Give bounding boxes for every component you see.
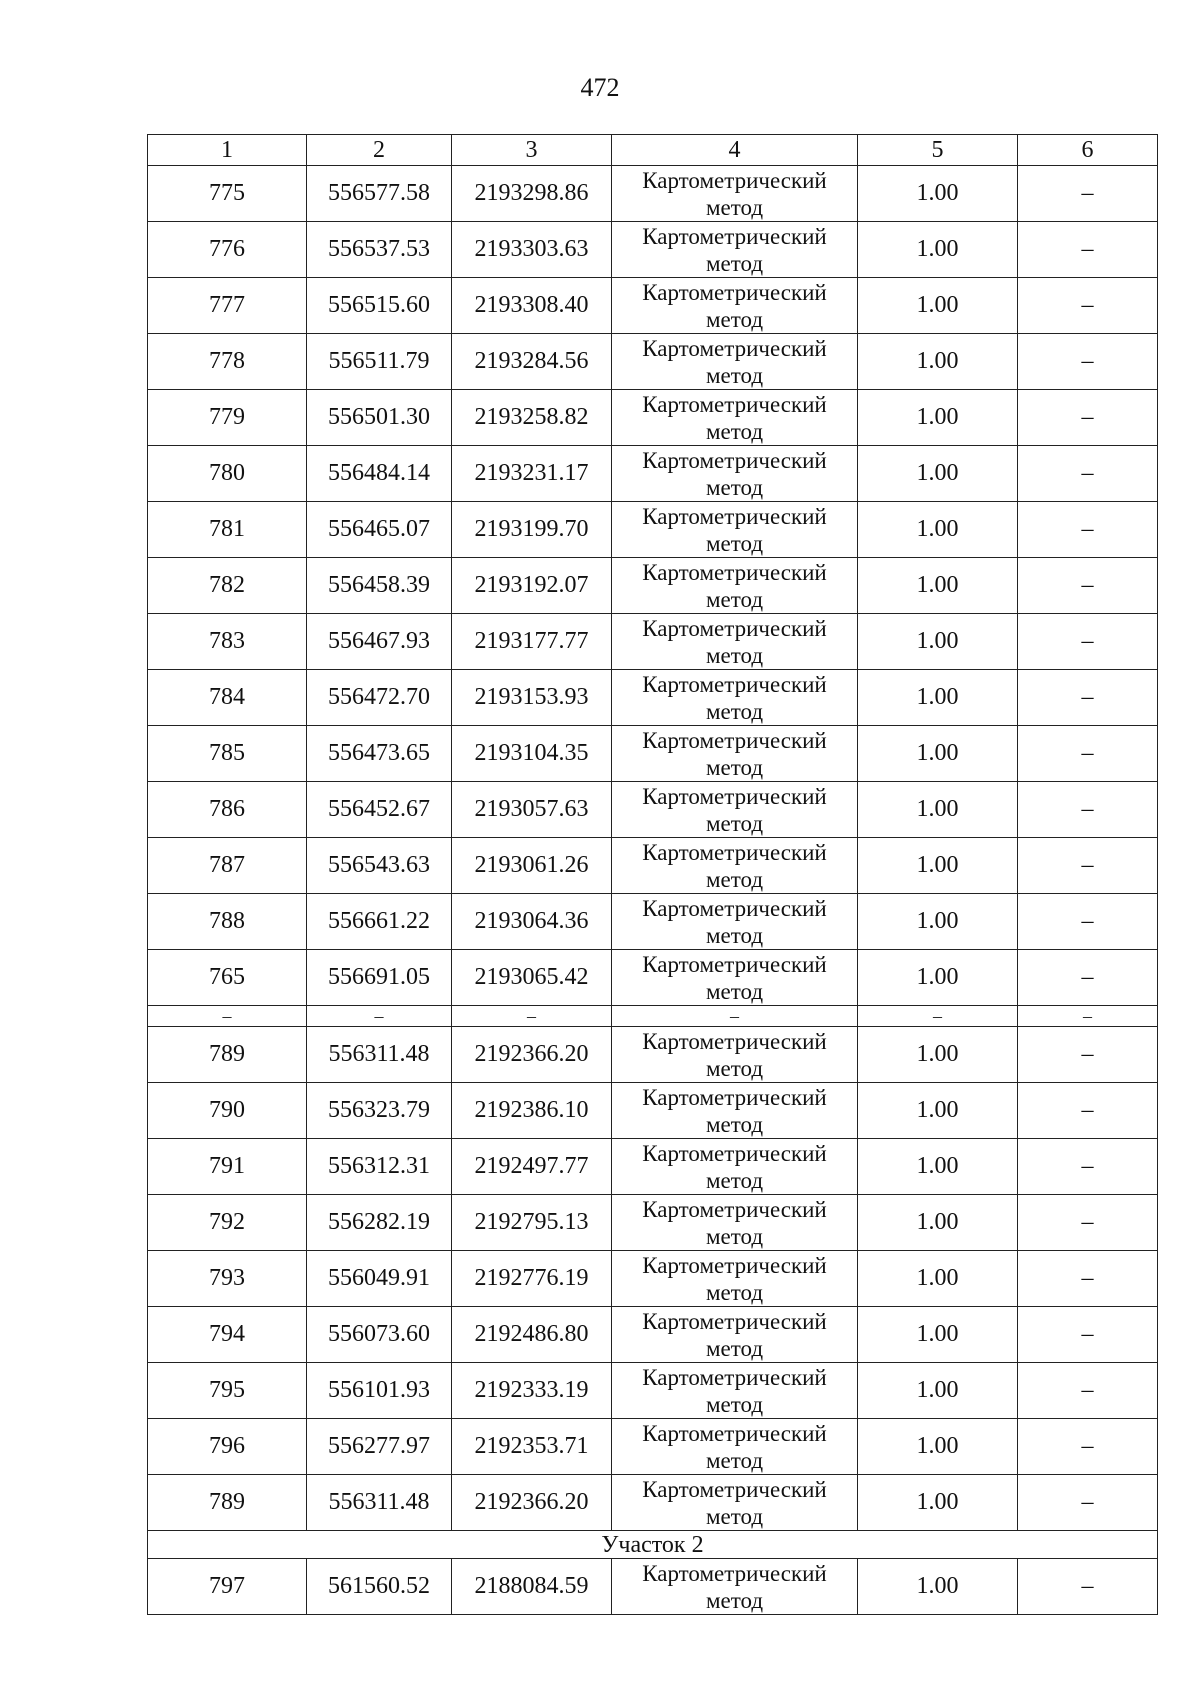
- table-row: [148, 1363, 1158, 1419]
- y-coordinate-cell: 2193104.35: [452, 726, 612, 782]
- accuracy-cell: 1.00: [858, 1027, 1018, 1083]
- point-number-cell: 795: [148, 1363, 307, 1419]
- table-row: [148, 1251, 1158, 1307]
- y-coordinate-cell: 2193065.42: [452, 950, 612, 1006]
- x-coordinate-cell: 556472.70: [307, 670, 452, 726]
- table-row: [148, 1307, 1158, 1363]
- accuracy-cell: 1.00: [858, 278, 1018, 334]
- y-coordinate-cell: 2193192.07: [452, 558, 612, 614]
- x-coordinate-cell: 556311.48: [307, 1475, 452, 1531]
- section-title-row: [148, 1531, 1158, 1559]
- column-header-5: 5: [858, 135, 1018, 166]
- method-cell: Картометрический метод: [612, 1559, 858, 1615]
- x-coordinate-cell: 556691.05: [307, 950, 452, 1006]
- point-number-cell: 784: [148, 670, 307, 726]
- table-row: [148, 166, 1158, 222]
- x-coordinate-cell: 556511.79: [307, 334, 452, 390]
- note-cell: –: [1018, 838, 1158, 894]
- accuracy-cell: 1.00: [858, 1083, 1018, 1139]
- y-coordinate-cell: 2192795.13: [452, 1195, 612, 1251]
- point-number-cell: 797: [148, 1559, 307, 1615]
- point-number-cell: 796: [148, 1419, 307, 1475]
- method-cell: Картометрический метод: [612, 1475, 858, 1531]
- note-cell: –: [1018, 670, 1158, 726]
- x-coordinate-cell: 556323.79: [307, 1083, 452, 1139]
- point-number-cell: 779: [148, 390, 307, 446]
- y-coordinate-cell: 2193177.77: [452, 614, 612, 670]
- method-cell: Картометрический метод: [612, 838, 858, 894]
- point-number-cell: 781: [148, 502, 307, 558]
- x-coordinate-cell: 556277.97: [307, 1419, 452, 1475]
- table-row: [148, 950, 1158, 1006]
- x-coordinate-cell: 561560.52: [307, 1559, 452, 1615]
- note-cell: –: [1018, 726, 1158, 782]
- point-number-cell: 778: [148, 334, 307, 390]
- y-coordinate-cell: 2193308.40: [452, 278, 612, 334]
- table-row: [148, 1027, 1158, 1083]
- method-cell: Картометрический метод: [612, 502, 858, 558]
- point-number-cell: 791: [148, 1139, 307, 1195]
- header-row: [148, 135, 1158, 166]
- method-cell: Картометрический метод: [612, 950, 858, 1006]
- y-coordinate-cell: 2193303.63: [452, 222, 612, 278]
- point-number-cell: 786: [148, 782, 307, 838]
- note-cell: –: [1018, 334, 1158, 390]
- point-number-cell: 789: [148, 1475, 307, 1531]
- note-cell: –: [1018, 1559, 1158, 1615]
- table-row: [148, 894, 1158, 950]
- point-number-cell: 794: [148, 1307, 307, 1363]
- accuracy-cell: 1.00: [858, 1139, 1018, 1195]
- x-coordinate-cell: 556484.14: [307, 446, 452, 502]
- accuracy-cell: 1.00: [858, 446, 1018, 502]
- point-number-cell: 790: [148, 1083, 307, 1139]
- y-coordinate-cell: 2192486.80: [452, 1307, 612, 1363]
- x-coordinate-cell: 556282.19: [307, 1195, 452, 1251]
- x-coordinate-cell: 556661.22: [307, 894, 452, 950]
- method-cell: Картометрический метод: [612, 1419, 858, 1475]
- table-row: [148, 1559, 1158, 1615]
- point-number-cell: 780: [148, 446, 307, 502]
- y-coordinate-cell: 2192333.19: [452, 1363, 612, 1419]
- accuracy-cell: 1.00: [858, 1419, 1018, 1475]
- y-coordinate-cell: 2192776.19: [452, 1251, 612, 1307]
- note-cell: –: [1018, 166, 1158, 222]
- accuracy-cell: 1.00: [858, 1475, 1018, 1531]
- x-coordinate-cell: 556473.65: [307, 726, 452, 782]
- separator-cell: –: [1018, 1006, 1158, 1027]
- table-row: [148, 838, 1158, 894]
- table-row: [148, 614, 1158, 670]
- separator-row: [148, 1006, 1158, 1027]
- column-header-1: 1: [148, 135, 307, 166]
- table-body: [148, 166, 1158, 1615]
- separator-cell: –: [148, 1006, 307, 1027]
- y-coordinate-cell: 2192497.77: [452, 1139, 612, 1195]
- table-row: [148, 334, 1158, 390]
- y-coordinate-cell: 2193064.36: [452, 894, 612, 950]
- page-number: 472: [580, 73, 620, 102]
- note-cell: –: [1018, 614, 1158, 670]
- method-cell: Картометрический метод: [612, 558, 858, 614]
- accuracy-cell: 1.00: [858, 334, 1018, 390]
- table-row: [148, 390, 1158, 446]
- separator-cell: –: [612, 1006, 858, 1027]
- point-number-cell: 765: [148, 950, 307, 1006]
- x-coordinate-cell: 556515.60: [307, 278, 452, 334]
- note-cell: –: [1018, 1027, 1158, 1083]
- point-number-cell: 788: [148, 894, 307, 950]
- method-cell: Картометрический метод: [612, 222, 858, 278]
- column-header-6: 6: [1018, 135, 1158, 166]
- x-coordinate-cell: 556467.93: [307, 614, 452, 670]
- x-coordinate-cell: 556577.58: [307, 166, 452, 222]
- point-number-cell: 783: [148, 614, 307, 670]
- point-number-cell: 776: [148, 222, 307, 278]
- note-cell: –: [1018, 446, 1158, 502]
- y-coordinate-cell: 2193061.26: [452, 838, 612, 894]
- y-coordinate-cell: 2193298.86: [452, 166, 612, 222]
- accuracy-cell: 1.00: [858, 894, 1018, 950]
- y-coordinate-cell: 2192353.71: [452, 1419, 612, 1475]
- x-coordinate-cell: 556458.39: [307, 558, 452, 614]
- table-row: [148, 782, 1158, 838]
- table-row: [148, 1083, 1158, 1139]
- table-row: [148, 278, 1158, 334]
- x-coordinate-cell: 556073.60: [307, 1307, 452, 1363]
- table-row: [148, 446, 1158, 502]
- method-cell: Картометрический метод: [612, 446, 858, 502]
- table-row: [148, 670, 1158, 726]
- note-cell: –: [1018, 1083, 1158, 1139]
- note-cell: –: [1018, 1195, 1158, 1251]
- accuracy-cell: 1.00: [858, 390, 1018, 446]
- note-cell: –: [1018, 222, 1158, 278]
- point-number-cell: 782: [148, 558, 307, 614]
- note-cell: –: [1018, 502, 1158, 558]
- y-coordinate-cell: 2193199.70: [452, 502, 612, 558]
- method-cell: Картометрический метод: [612, 1363, 858, 1419]
- y-coordinate-cell: 2192366.20: [452, 1475, 612, 1531]
- method-cell: Картометрический метод: [612, 670, 858, 726]
- y-coordinate-cell: 2188084.59: [452, 1559, 612, 1615]
- y-coordinate-cell: 2193153.93: [452, 670, 612, 726]
- method-cell: Картометрический метод: [612, 1139, 858, 1195]
- note-cell: –: [1018, 558, 1158, 614]
- column-header-4: 4: [612, 135, 858, 166]
- x-coordinate-cell: 556501.30: [307, 390, 452, 446]
- method-cell: Картометрический метод: [612, 1027, 858, 1083]
- note-cell: –: [1018, 1475, 1158, 1531]
- separator-cell: –: [307, 1006, 452, 1027]
- x-coordinate-cell: 556312.31: [307, 1139, 452, 1195]
- method-cell: Картометрический метод: [612, 726, 858, 782]
- x-coordinate-cell: 556049.91: [307, 1251, 452, 1307]
- y-coordinate-cell: 2192386.10: [452, 1083, 612, 1139]
- x-coordinate-cell: 556101.93: [307, 1363, 452, 1419]
- method-cell: Картометрический метод: [612, 1307, 858, 1363]
- accuracy-cell: 1.00: [858, 950, 1018, 1006]
- note-cell: –: [1018, 782, 1158, 838]
- x-coordinate-cell: 556537.53: [307, 222, 452, 278]
- method-cell: Картометрический метод: [612, 1195, 858, 1251]
- point-number-cell: 789: [148, 1027, 307, 1083]
- table-row: [148, 558, 1158, 614]
- method-cell: Картометрический метод: [612, 614, 858, 670]
- y-coordinate-cell: 2192366.20: [452, 1027, 612, 1083]
- accuracy-cell: 1.00: [858, 1559, 1018, 1615]
- method-cell: Картометрический метод: [612, 894, 858, 950]
- accuracy-cell: 1.00: [858, 782, 1018, 838]
- method-cell: Картометрический метод: [612, 782, 858, 838]
- column-header-2: 2: [307, 135, 452, 166]
- accuracy-cell: 1.00: [858, 1251, 1018, 1307]
- note-cell: –: [1018, 278, 1158, 334]
- y-coordinate-cell: 2193284.56: [452, 334, 612, 390]
- coordinates-table: [147, 134, 1158, 1615]
- table-row: [148, 1195, 1158, 1251]
- method-cell: Картометрический метод: [612, 390, 858, 446]
- point-number-cell: 785: [148, 726, 307, 782]
- point-number-cell: 777: [148, 278, 307, 334]
- table-row: [148, 726, 1158, 782]
- separator-cell: –: [858, 1006, 1018, 1027]
- accuracy-cell: 1.00: [858, 222, 1018, 278]
- method-cell: Картометрический метод: [612, 334, 858, 390]
- table-row: [148, 502, 1158, 558]
- y-coordinate-cell: 2193258.82: [452, 390, 612, 446]
- column-header-3: 3: [452, 135, 612, 166]
- point-number-cell: 793: [148, 1251, 307, 1307]
- separator-cell: –: [452, 1006, 612, 1027]
- note-cell: –: [1018, 1307, 1158, 1363]
- accuracy-cell: 1.00: [858, 1363, 1018, 1419]
- accuracy-cell: 1.00: [858, 614, 1018, 670]
- accuracy-cell: 1.00: [858, 502, 1018, 558]
- method-cell: Картометрический метод: [612, 1083, 858, 1139]
- table-row: [148, 222, 1158, 278]
- note-cell: –: [1018, 894, 1158, 950]
- x-coordinate-cell: 556465.07: [307, 502, 452, 558]
- point-number-cell: 792: [148, 1195, 307, 1251]
- point-number-cell: 775: [148, 166, 307, 222]
- note-cell: –: [1018, 1139, 1158, 1195]
- table-row: [148, 1475, 1158, 1531]
- accuracy-cell: 1.00: [858, 558, 1018, 614]
- section-title: Участок 2: [148, 1531, 1158, 1559]
- accuracy-cell: 1.00: [858, 166, 1018, 222]
- note-cell: –: [1018, 1363, 1158, 1419]
- accuracy-cell: 1.00: [858, 838, 1018, 894]
- note-cell: –: [1018, 390, 1158, 446]
- method-cell: Картометрический метод: [612, 278, 858, 334]
- accuracy-cell: 1.00: [858, 670, 1018, 726]
- y-coordinate-cell: 2193231.17: [452, 446, 612, 502]
- table-row: [148, 1139, 1158, 1195]
- accuracy-cell: 1.00: [858, 726, 1018, 782]
- accuracy-cell: 1.00: [858, 1195, 1018, 1251]
- accuracy-cell: 1.00: [858, 1307, 1018, 1363]
- note-cell: –: [1018, 950, 1158, 1006]
- note-cell: –: [1018, 1419, 1158, 1475]
- note-cell: –: [1018, 1251, 1158, 1307]
- table-row: [148, 1419, 1158, 1475]
- y-coordinate-cell: 2193057.63: [452, 782, 612, 838]
- method-cell: Картометрический метод: [612, 166, 858, 222]
- method-cell: Картометрический метод: [612, 1251, 858, 1307]
- point-number-cell: 787: [148, 838, 307, 894]
- x-coordinate-cell: 556452.67: [307, 782, 452, 838]
- x-coordinate-cell: 556311.48: [307, 1027, 452, 1083]
- x-coordinate-cell: 556543.63: [307, 838, 452, 894]
